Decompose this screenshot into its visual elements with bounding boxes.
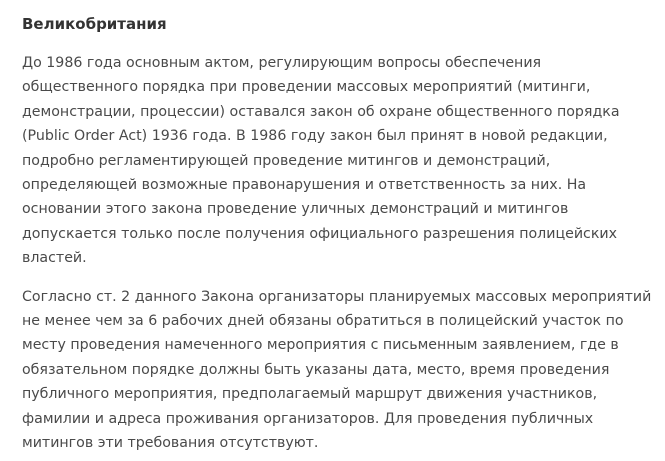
article-content [22,12,652,456]
section-heading: Великобритания [22,15,167,33]
paragraph-1: До 1986 года основным актом, регулирующим вопросы обеспечения общественного порядка при проведении массовых мероприятий (митинги, демонстрации, процессии) оставался закон об охране общественного порядка (Public Order Act) 1936 года. В 1986 году закон был принят в новой редакции, подробно регламентирующей проведение митингов и демонстраций, определяющей возможные правонарушения и ответственность за них. На основании этого закона проведение уличных демонстраций и митингов допускается только после получения официального разрешения полицейских властей. [22,55,620,267]
paragraph-2: Согласно ст. 2 данного Закона организаторы планируемых массовых мероприятий не менее чем за 6 рабочих дней обязаны обратиться в полицейский участок по месту проведения намеченного мероприятия с письменным заявлением, где в обязательном порядке должны быть указаны дата, место, время проведения публичного мероприятия, предполагаемый маршрут движения участников, фамилии и адреса проживания организаторов. Для проведения публичных митингов эти требования отсутствуют. [22,288,652,452]
